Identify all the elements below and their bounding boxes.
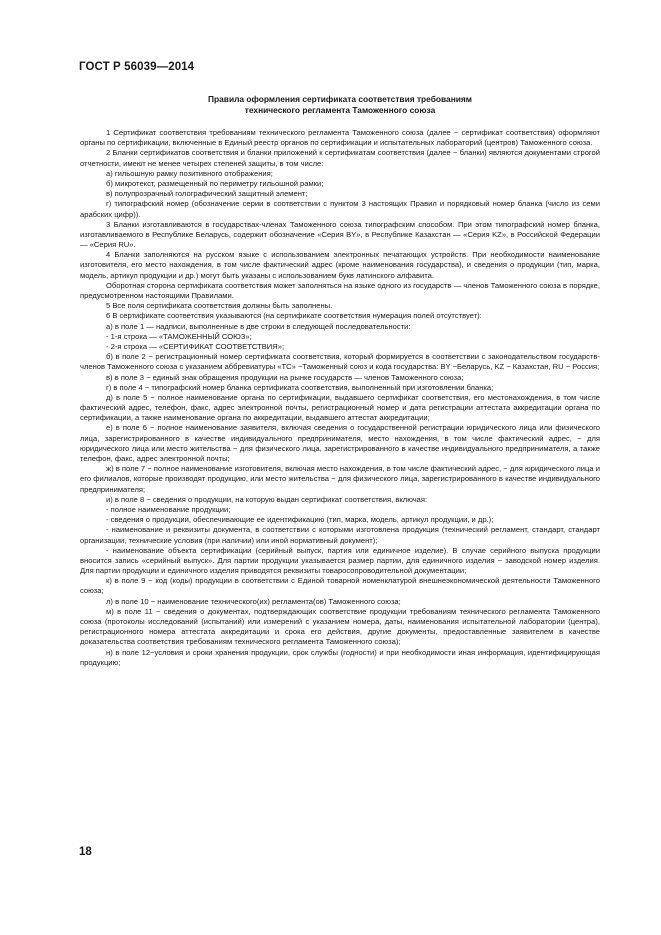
paragraph: 6 В сертификате соответствия указываются (на сертификате соответствия нумерация полей отсутствует): <box>106 311 482 321</box>
paragraph: в) в поле 3 − единый знак обращения продукции на рынке государств — членов Таможенного союза; <box>106 372 464 382</box>
paragraph: - наименование объекта сертификации (серийный выпуск, партия или единичное изделие). В случае серийного выпуска продукции вносится запись «серийный выпуск». Для партии продукции указывается размер партии, для единичного изделия − заводской номер изделия. Для партии продукции и единичного изделия приводятся реквизиты товаросопроводительной документации; <box>80 545 600 576</box>
paragraph: и) в поле 8 − сведения о продукции, на которую выдан сертификат соответствия, включая: <box>106 494 428 504</box>
paragraph: 5 Все поля сертификата соответствия должны быть заполнены. <box>106 301 333 311</box>
body-text <box>80 128 600 668</box>
paragraph: 1 Сертификат соответствия требованиям технического регламента Таможенного союза (далее − сертификат соответствия) оформляют органы по сертификации, включенные в Единый реестр органов по сертификации и испытательных лабораторий (центров) Таможенного союза. <box>80 128 600 148</box>
paragraph: н) в поле 12−условия и сроки хранения продукции, срок службы (годности) и при необходимости иная информация, идентифицирующая продукцию; <box>80 647 600 667</box>
paragraph: б) микротекст, размещенный по периметру гильошной рамки; <box>106 178 324 188</box>
standard-id: ГОСТ Р 56039—2014 <box>79 61 195 73</box>
paragraph: ж) в поле 7 − полное наименование изготовителя, включая место нахождения, в том числе фактический адрес, − для юридического лица и его филиалов, которые производят продукцию, или место жительства − для физического лица, зарегистрированного в качестве индивидуального предпринимателя; <box>80 464 600 494</box>
paragraph: а) гильошную рамку позитивного отображения; <box>106 168 273 178</box>
paragraph: - наименование и реквизиты документа, в соответствии с которыми изготовлена продукция (технический регламент, стандарт, стандарт организации, технические условия (при наличии) или иной нормативный документ); <box>80 525 600 545</box>
paragraph: - сведения о продукции, обеспечивающие ее идентификацию (тип, марка, модель, артикул продукции, и др.); <box>106 515 494 525</box>
paragraph: а) в поле 1 — надписи, выполненные в две строки в следующей последовательности: <box>106 321 411 331</box>
paragraph: Оборотная сторона сертификата соответствия может заполняться на языке одного из государств — членов Таможенного союза в порядке, предусмотренном настоящими Правилами. <box>80 280 600 300</box>
paragraph: - 2-я строка — «СЕРТИФИКАТ СООТВЕТСТВИЯ»; <box>106 341 285 351</box>
paragraph: д) в поле 5 − полное наименование органа по сертификации, выдавшего сертификат соответствия, его местонахождения, в том числе фактический адрес, телефон, факс, адрес электронной почты, регистрационный номер и дата регистрации аттестата аккредитации органа по сертификации, а также наименование органа по аккредитации, выдавшего аттестат аккредитации; <box>80 392 600 423</box>
paragraph: - полное наименование продукции; <box>106 504 231 514</box>
paragraph: б) в поле 2 − регистрационный номер сертификата соответствия, который формируется в соответствии с законодательством государств-членов Таможенного союза с указанием аббревиатуры «ТС» −Таможенный союз и кода государства: BY −Беларусь, KZ − Казахстан, RU − Россия; <box>80 352 600 372</box>
page-number: 18 <box>79 846 92 858</box>
paragraph: л) в поле 10 − наименование технического(их) регламента(ов) Таможенного союза; <box>106 596 401 606</box>
paragraph: г) в поле 4 − типографский номер бланка сертификата соответствия, выполненный при изготовлении бланка; <box>106 382 494 392</box>
paragraph: м) в поле 11 − сведения о документах, подтверждающих соответствие продукции требованиям технического регламента Таможенного союза (протоколы исследований (испытаний) или измерений с указанием номера, даты, наименования испытательной лаборатории (центра), регистрационного номера аттестата аккредитации и срока его действия, другие документы, предоставленные заявителем в качестве доказательства соответствия требованиям технического регламента Таможенного союза); <box>80 606 600 647</box>
paragraph: е) в поле 6 − полное наименование заявителя, включая сведения о государственной регистрации юридического лица или физического лица, зарегистрированного в качестве индивидуального предпринимателя, место нахождения, в том числе фактический адрес, − для юридического лица или место жительства − для физического лица, зарегистрированного в качестве индивидуального предпринимателя, а также телефон, факс, адрес электронной почты; <box>80 423 600 463</box>
paragraph: 3 Бланки изготавливаются в государствах-членах Таможенного союза типографским способом. При этом типографский номер бланка, изготавливаемого в Республике Беларусь, содержит обозначение «Серия BY», в Республике Казахстан — «Серия KZ», в Российской Федерации — «Серия RU». <box>80 219 600 250</box>
paragraph: 2 Бланки сертификатов соответствия и бланки приложений к сертификатам соответствия (далее − бланки) являются документами строгой отчетности, имеют не менее четырех степеней защиты, в том числе: <box>80 148 600 168</box>
paragraph: - 1-я строка — «ТАМОЖЕННЫЙ СОЮЗ»; <box>106 331 252 341</box>
paragraph: в) полупрозрачный голографический защитный элемент; <box>106 189 308 199</box>
paragraph: 4 Бланки заполняются на русском языке с использованием электронных печатающих устройств. При необходимости наименование изготовителя, его место нахождения, в том числе фактический адрес (кроме наименования государства), и сведения о продукции (тип, марка, модель, артикул продукции и др.) могут быть указаны с использованием букв латинского алфавита. <box>80 250 600 280</box>
section-title <box>80 94 600 116</box>
section-title-line-2: технического регламента Таможенного союза <box>244 105 436 115</box>
paragraph: г) типографский номер (обозначение серии в соответствии с пунктом 3 настоящих Правил и порядковый номер бланка (число из семи арабских цифр)). <box>80 199 600 219</box>
paragraph: к) в поле 9 − код (коды) продукции в соответствии с Единой товарной номенклатурой внешнеэкономической деятельности Таможенного союза; <box>80 576 600 596</box>
section-title-line-1: Правила оформления сертификата соответствия требованиям <box>208 94 472 104</box>
